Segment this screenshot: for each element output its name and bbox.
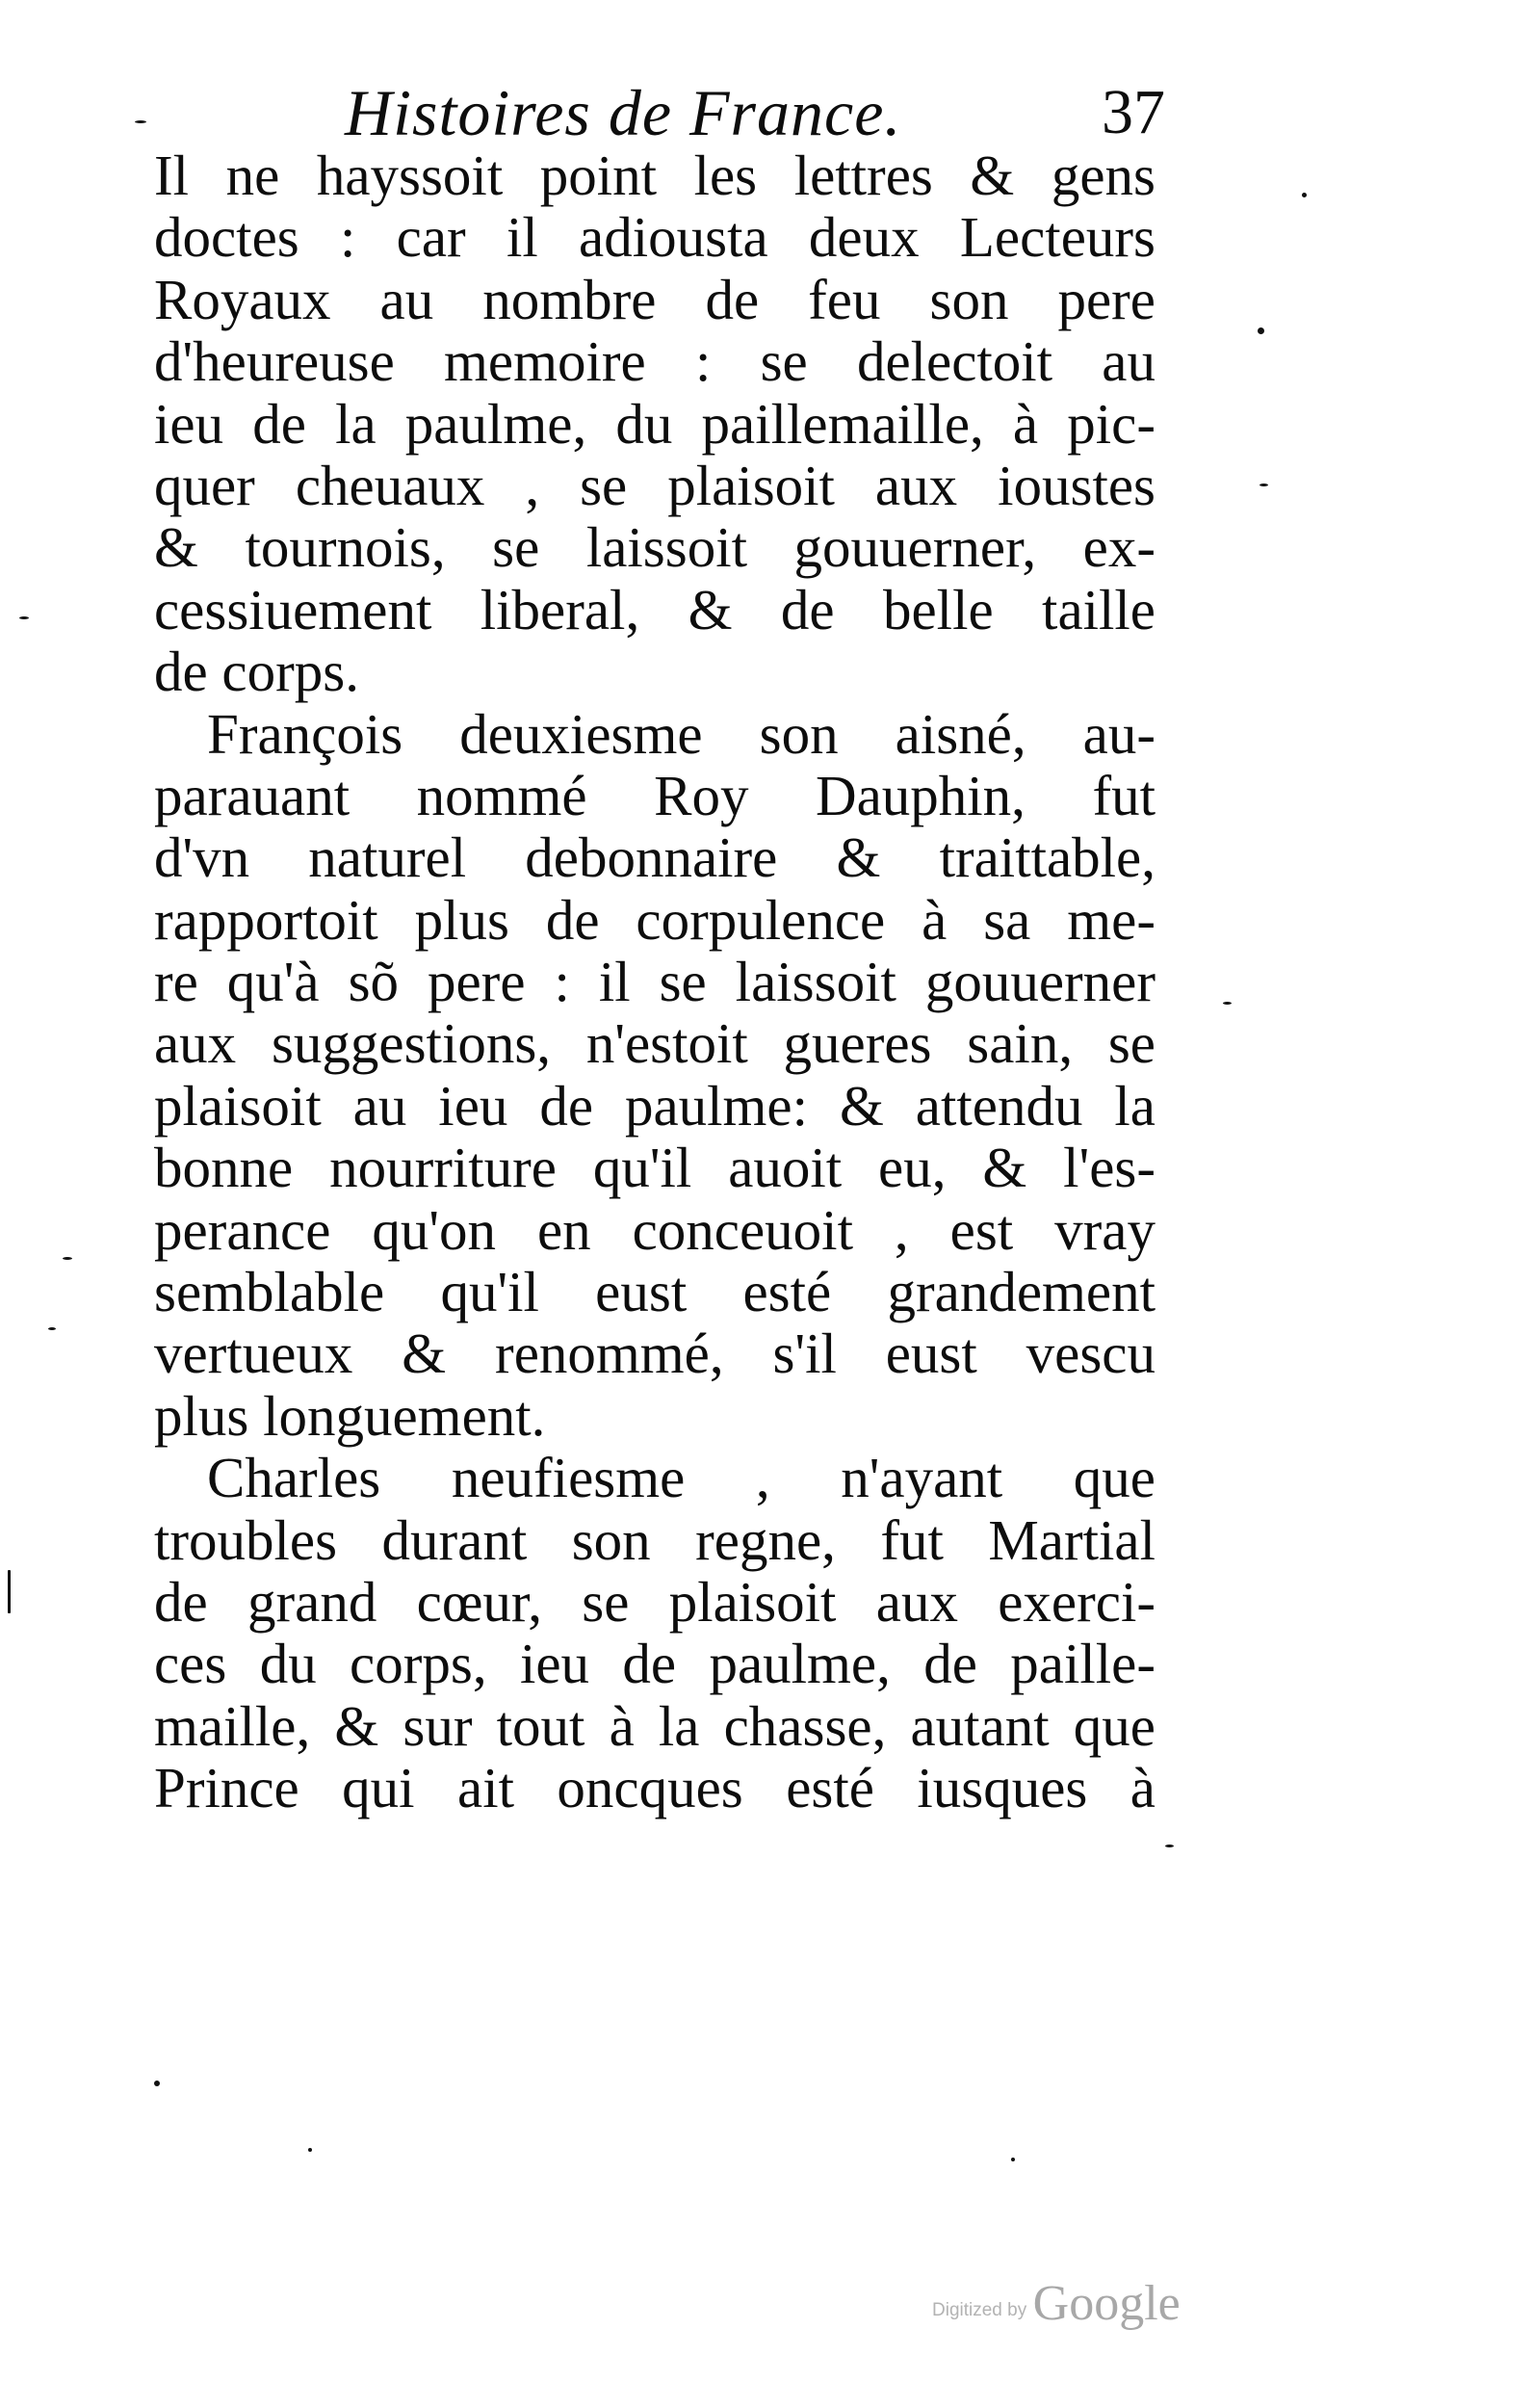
- paragraph-start-line: François deuxiesme son aisné, au-: [207, 701, 1155, 766]
- scan-speck: [1259, 484, 1268, 486]
- text-line: vertueux & renommé, s'il eust vescu: [154, 1322, 1155, 1386]
- text-line: ces du corps, ieu de paulme, de paille-: [154, 1632, 1155, 1696]
- text-line: cessiuement liberal, & de belle taille: [154, 577, 1155, 641]
- text-line: parauant nommé Roy Dauphin, fut: [154, 763, 1155, 827]
- scan-speck: [63, 1257, 72, 1260]
- google-logo-text: Google: [1032, 2276, 1181, 2331]
- scan-speck: [135, 120, 146, 123]
- digitized-prefix: Digitized by: [932, 2300, 1027, 2320]
- text-line: quer cheuaux , se plaisoit aux ioustes: [154, 453, 1155, 517]
- digitized-watermark: [932, 2275, 1181, 2332]
- scan-speck: [1011, 2158, 1015, 2161]
- text-line: plaisoit au ieu de paulme: & attendu la: [154, 1073, 1155, 1138]
- scan-speck: [1258, 327, 1264, 334]
- running-title: Histoires de France.: [345, 76, 902, 149]
- text-line: & tournois, se laissoit gouuerner, ex-: [154, 515, 1155, 580]
- scan-speck: [1302, 193, 1307, 197]
- scan-speck: [1165, 1845, 1174, 1847]
- body-text: [154, 144, 1155, 1819]
- scan-speck: [19, 616, 29, 619]
- text-line: re qu'à sõ pere : il se laissoit gouuerner: [154, 950, 1155, 1014]
- text-line: de grand cœur, se plaisoit aux exerci-: [154, 1569, 1155, 1634]
- scan-speck: [8, 1570, 11, 1613]
- scan-speck: [154, 2081, 160, 2086]
- text-line: rapportoit plus de corpulence à sa me-: [154, 887, 1155, 952]
- text-line: bonne nourriture qu'il auoit eu, & l'es-: [154, 1136, 1155, 1200]
- scan-speck: [308, 2148, 312, 2152]
- text-line: ieu de la paulme, du paillemaille, à pic-: [154, 391, 1155, 456]
- text-line: aux suggestions, n'estoit gueres sain, se: [154, 1011, 1155, 1076]
- text-line: d'heureuse memoire : se delectoit au: [154, 329, 1155, 394]
- text-line: maille, & sur tout à la chasse, autant que: [154, 1693, 1155, 1758]
- text-line: doctes : car il adiousta deux Lecteurs: [154, 205, 1155, 270]
- scan-speck: [1223, 1002, 1232, 1005]
- text-line: Prince qui ait oncques esté iusques à: [154, 1756, 1155, 1820]
- scan-speck: [48, 1327, 56, 1330]
- text-line: semblable qu'il eust esté grandement: [154, 1260, 1155, 1324]
- text-line: Il ne hayssoit point les lettres & gens: [154, 144, 1155, 207]
- text-line: troubles durant son regne, fut Martial: [154, 1507, 1155, 1572]
- text-line: Royaux au nombre de feu son pere: [154, 267, 1155, 331]
- paragraph-end-line: de corps.: [154, 640, 359, 704]
- text-line: perance qu'on en conceuoit , est vray: [154, 1197, 1155, 1262]
- paragraph-end-line: plus longuement.: [154, 1383, 546, 1448]
- paragraph-start-line: Charles neufiesme , n'ayant que: [207, 1446, 1155, 1510]
- page-number: 37: [1102, 77, 1165, 147]
- text-line: d'vn naturel debonnaire & traittable,: [154, 825, 1155, 890]
